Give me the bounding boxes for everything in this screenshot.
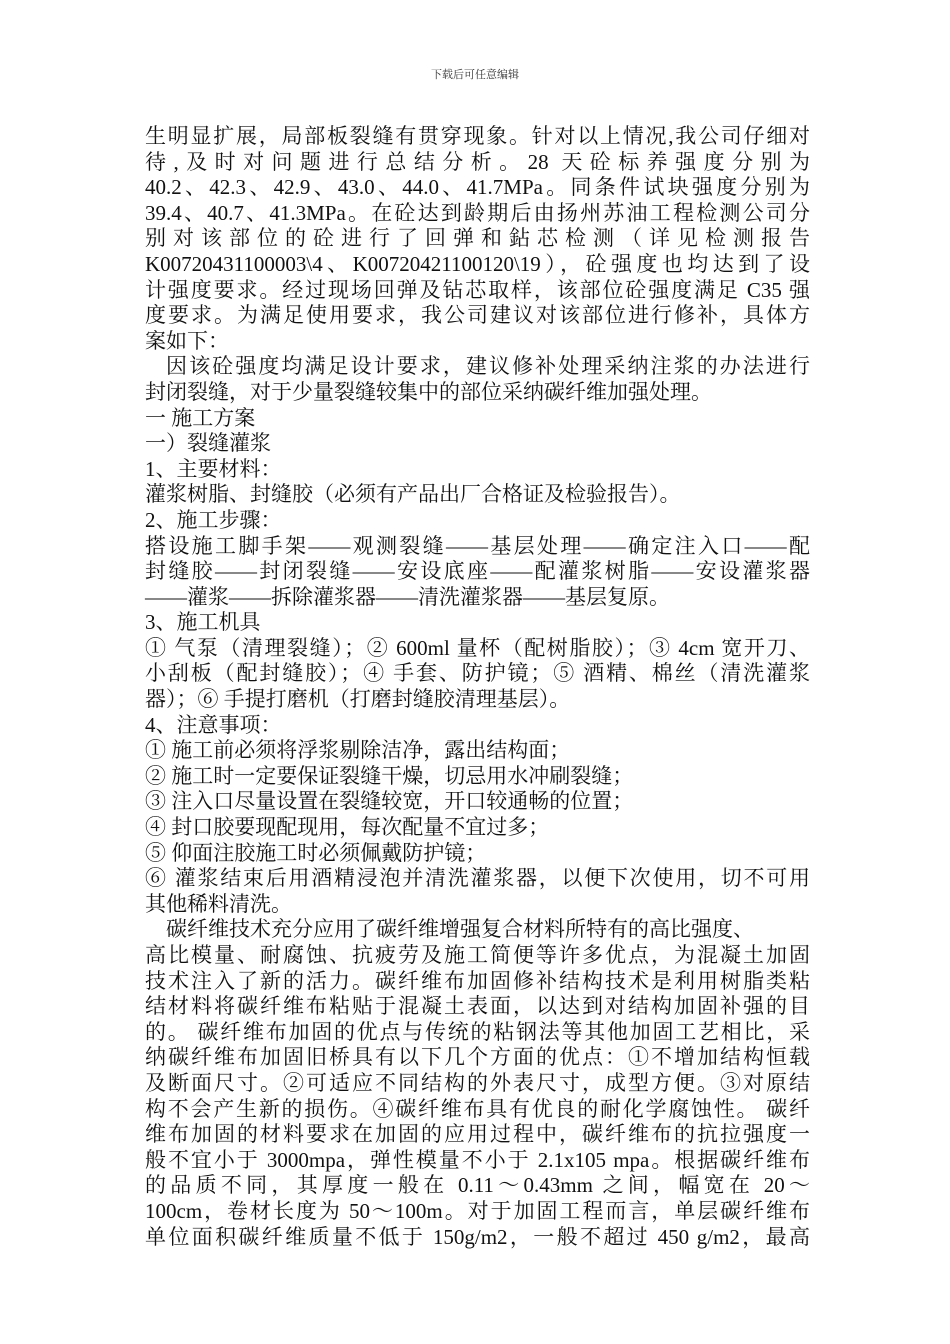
text-line: 碳纤维技术充分应用了碳纤维增强复合材料所特有的高比强度、 (166, 917, 754, 942)
text-line: ③ 注入口尽量设置在裂缝较宽，开口较通畅的位置； (145, 789, 634, 814)
text-line: 般不宜小于 3000mpa，弹性模量不小于 2.1x105 mpa。根据碳纤维布 (145, 1147, 810, 1172)
text-line: 其他稀料清洗。 (145, 891, 292, 916)
text-line: 度要求。为满足使用要求，我公司建议对该部位进行修补，具体方 (145, 303, 810, 328)
text-line: ⑤ 仰面注胶施工时必须佩戴防护镜； (145, 840, 487, 865)
text-line: ④ 封口胶要现配现用，每次配量不宜过多； (145, 815, 550, 840)
text-line: 纳碳纤维布加固旧桥具有以下几个方面的优点：①不增加结构恒载 (145, 1045, 810, 1070)
text-line: ——灌浆——拆除灌浆器——清洗灌浆器——基层复原。 (145, 584, 670, 609)
text-line: 2、施工步骤： (145, 507, 282, 532)
page-header: 下载后可任意编辑 (431, 69, 519, 81)
text-line: 高比模量、耐腐蚀、抗疲劳及施工简便等许多优点，为混凝土加固 (145, 943, 810, 967)
text-line: 100cm，卷材长度为 50～100m。对于加固工程而言，单层碳纤维布 (145, 1198, 810, 1223)
text-line: 案如下： (145, 328, 229, 353)
text-line: 的品质不同，其厚度一般在 0.11～0.43mm 之间，幅宽在 20～ (145, 1173, 810, 1198)
text-line: 构不会产生新的损伤。④碳纤维布具有优良的耐化学腐蚀性。 碳纤 (145, 1096, 810, 1121)
text-line: 封缝胶——封闭裂缝——安设底座——配灌浆树脂——安设灌浆器 (145, 559, 810, 584)
text-line: 待,及时对问题进行总结分析。28 天砼标养强度分别为 (145, 149, 810, 174)
text-line: 灌浆树脂、封缝胶（必须有产品出厂合格证及检验报告）。 (145, 482, 681, 507)
text-line: 因该砼强度均满足设计要求，建议修补处理采纳注浆的办法进行 (166, 354, 810, 379)
document-body (145, 124, 810, 1250)
text-line: 器）；⑥ 手提打磨机（打磨封缝胶清理基层）。 (145, 687, 571, 712)
text-line: K00720431100003\4、K00720421100120\19），砼强度也均达到了设 (145, 251, 810, 276)
text-line: 1、主要材料： (145, 456, 282, 481)
text-line: 一）裂缝灌浆 (145, 431, 271, 456)
text-line: 搭设施工脚手架——观测裂缝——基层处理——确定注入口——配 (145, 533, 810, 558)
text-line: 小刮板（配封缝胶）；④ 手套、防护镜；⑤ 酒精、棉丝（清洗灌浆 (145, 661, 810, 686)
text-line: 单位面积碳纤维质量不低于 150g/m2，一般不超过 450 g/m2，最高 (145, 1224, 810, 1249)
text-line: 39.4、40.7、41.3MPa。在砼达到龄期后由扬州苏油工程检测公司分 (145, 200, 810, 225)
text-line: ② 施工时一定要保证裂缝干燥，切忌用水冲刷裂缝； (145, 763, 634, 788)
text-line: 技术注入了新的活力。碳纤维布加固修补结构技术是利用树脂类粘 (145, 968, 810, 993)
text-line: 结材料将碳纤维布粘贴于混凝土表面，以达到对结构加固补强的目 (145, 994, 810, 1019)
text-line: 封闭裂缝，对于少量裂缝较集中的部位采纳碳纤维加强处理。 (145, 379, 712, 404)
text-line: 40.2、42.3、42.9、43.0、44.0、41.7MPa。同条件试块强度分别为 (145, 175, 810, 200)
text-line: ① 施工前必须将浮浆剔除洁净，露出结构面； (145, 738, 571, 763)
text-line: ① 气泵（清理裂缝）；② 600ml 量杯（配树脂胶）；③ 4cm 宽开刀、 (145, 635, 810, 660)
text-line: 维布加固的材料要求在加固的应用过程中，碳纤维布的抗拉强度一 (145, 1122, 810, 1147)
text-line: 别对该部位的砼进行了回弹和鉆芯检测（详见检测报告 (145, 226, 810, 251)
text-line: ⑥ 灌浆结束后用酒精浸泡并清洗灌浆器，以便下次使用，切不可用 (145, 866, 810, 891)
text-line: 3、施工机具 (145, 610, 261, 635)
text-line: 及断面尺寸。②可适应不同结构的外表尺寸，成型方便。③对原结 (145, 1070, 810, 1095)
text-line: 的。 碳纤维布加固的优点与传统的粘钢法等其他加固工艺相比，采 (145, 1019, 810, 1044)
text-line: 计强度要求。经过现场回弹及钻芯取样，该部位砼强度满足 C35 强 (145, 277, 810, 302)
text-line: 一 施工方案 (145, 405, 256, 430)
text-line: 4、注意事项： (145, 712, 282, 737)
text-line: 生明显扩展，局部板裂缝有贯穿现象。针对以上情况,我公司仔细对 (145, 124, 810, 148)
